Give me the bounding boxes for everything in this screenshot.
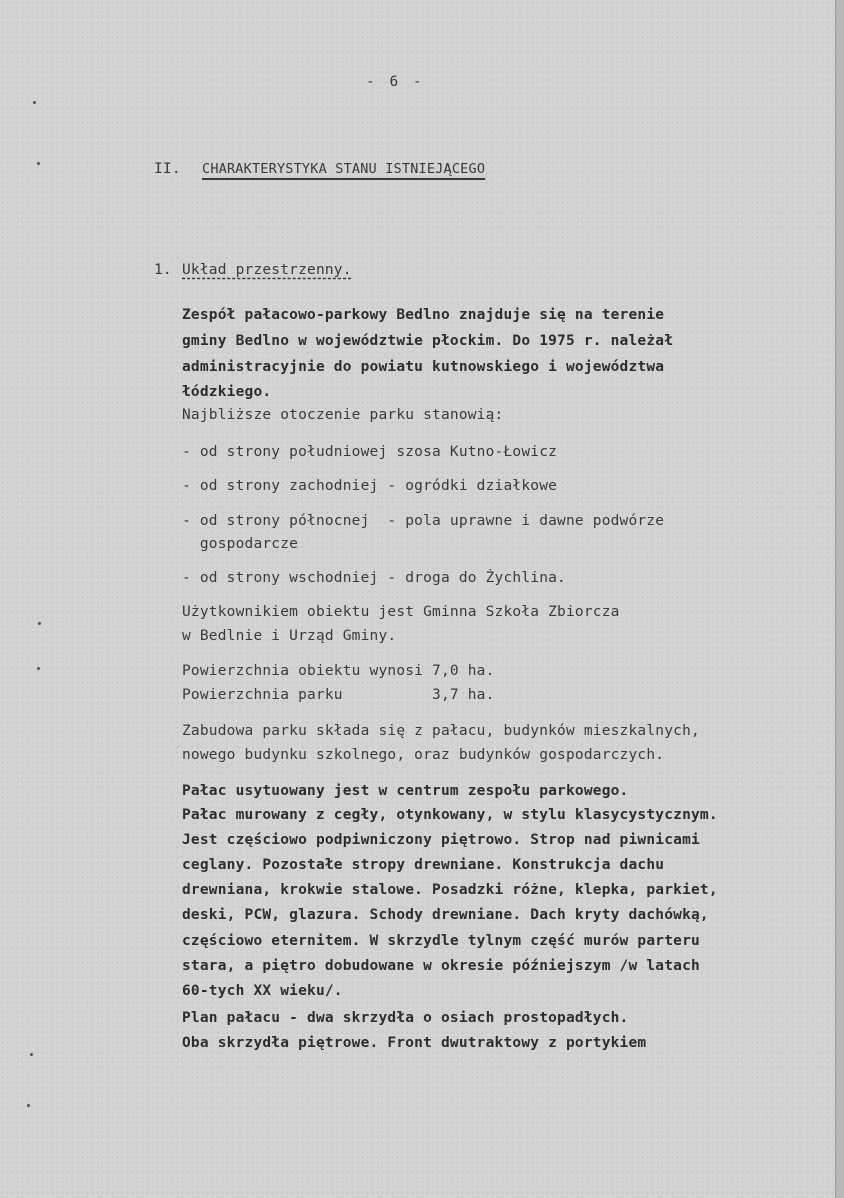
- text-line: nowego budynku szkolnego, oraz budynków gospodarczych.: [182, 747, 665, 763]
- text-line: - od strony południowej szosa Kutno-Łowicz: [182, 444, 558, 460]
- text-line: deski, PCW, glazura. Schody drewniane. Dach kryty dachówką,: [182, 907, 709, 923]
- text-line: ceglany. Pozostałe stropy drewniane. Konstrukcja dachu: [182, 857, 665, 873]
- scan-speck: [37, 162, 40, 165]
- scan-speck: [33, 101, 36, 104]
- text-line: drewniana, krokwie stalowe. Posadzki różne, klepka, parkiet,: [182, 882, 718, 898]
- subsection-number: 1.: [154, 262, 172, 278]
- text-line: Plan pałacu - dwa skrzydła o osiach prostopadłych.: [182, 1010, 629, 1026]
- section-title: CHARAKTERYSTYKA STANU ISTNIEJĄCEGO: [202, 161, 486, 177]
- text-line: Jest częściowo podpiwniczony piętrowo. Strop nad piwnicami: [182, 832, 700, 848]
- subsection-title: Układ przestrzenny.: [182, 262, 352, 278]
- page-number: - 6 -: [366, 74, 425, 90]
- scan-speck: [37, 667, 40, 670]
- section-number: II.: [154, 161, 181, 177]
- text-line: częściowo eternitem. W skrzydle tylnym część murów parteru: [182, 933, 700, 949]
- scan-speck: [30, 1053, 33, 1056]
- text-line: Pałac usytuowany jest w centrum zespołu parkowego.: [182, 783, 629, 799]
- text-line: - od strony wschodniej - droga do Żychlina.: [182, 570, 566, 586]
- text-line: Powierzchnia parku 3,7 ha.: [182, 687, 495, 703]
- text-line: łódzkiego.: [182, 384, 272, 400]
- scan-speck: [27, 1104, 30, 1107]
- text-line: Zabudowa parku składa się z pałacu, budynków mieszkalnych,: [182, 723, 700, 739]
- text-line: - od strony północnej - pola uprawne i dawne podwórze: [182, 513, 665, 529]
- text-line: Oba skrzydła piętrowe. Front dwutraktowy z portykiem: [182, 1035, 647, 1051]
- text-line: Najbliższe otoczenie parku stanowią:: [182, 407, 504, 423]
- text-line: Użytkownikiem obiektu jest Gminna Szkoła Zbiorcza: [182, 604, 620, 620]
- scan-edge: [835, 0, 844, 1198]
- text-line: w Bedlnie i Urząd Gminy.: [182, 628, 397, 644]
- text-line: administracyjnie do powiatu kutnowskiego i województwa: [182, 359, 665, 375]
- text-line: 60-tych XX wieku/.: [182, 983, 343, 999]
- text-line: stara, a piętro dobudowane w okresie późniejszym /w latach: [182, 958, 700, 974]
- text-line: - od strony zachodniej - ogródki działkowe: [182, 478, 558, 494]
- text-line: Zespół pałacowo-parkowy Bedlno znajduje się na terenie: [182, 307, 665, 323]
- text-line: Powierzchnia obiektu wynosi 7,0 ha.: [182, 663, 495, 679]
- text-line: gminy Bedlno w województwie płockim. Do 1975 r. należał: [182, 333, 674, 349]
- scan-speck: [38, 622, 41, 625]
- text-line: gospodarcze: [182, 536, 299, 552]
- text-line: Pałac murowany z cegły, otynkowany, w stylu klasycystycznym.: [182, 807, 718, 823]
